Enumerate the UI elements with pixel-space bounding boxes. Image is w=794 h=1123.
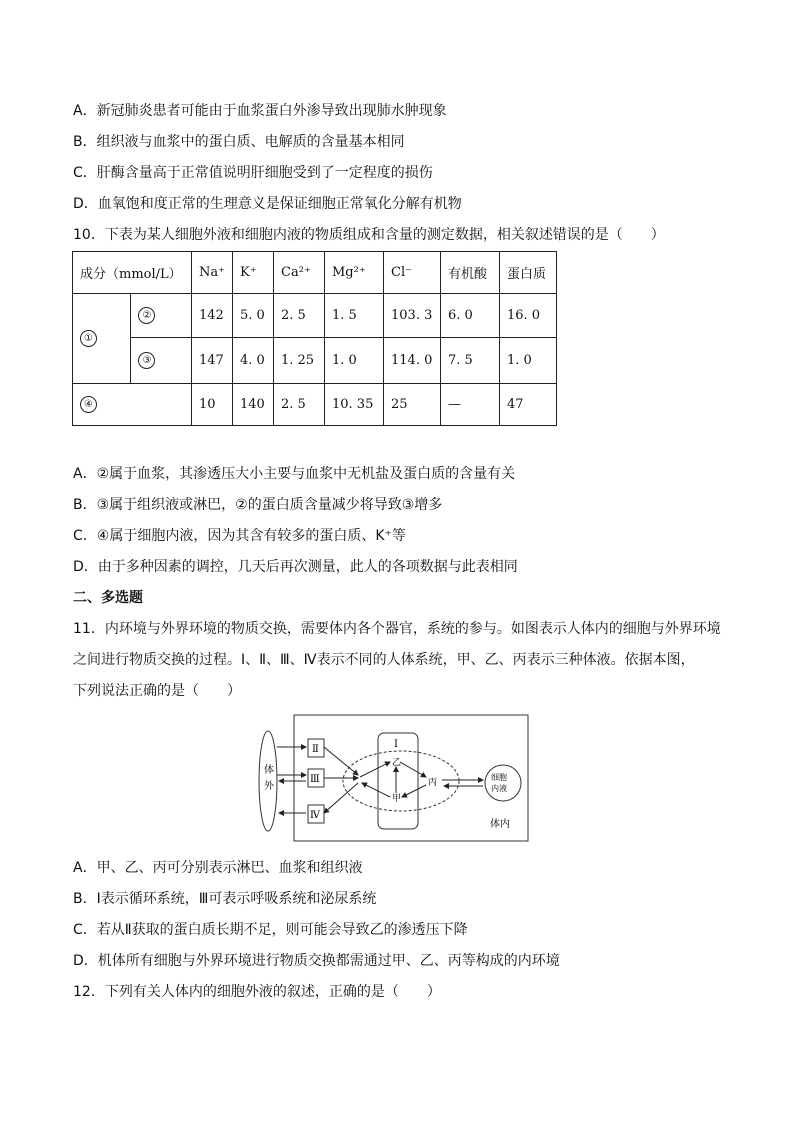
table-cell: 2. 5: [274, 294, 325, 338]
system-label-iv: Ⅳ: [310, 810, 320, 821]
q10-stem: 10．下表为某人细胞外液和细胞内液的物质组成和含量的测定数据，相关叙述错误的是（ ）: [73, 227, 665, 243]
q11-stem-line-2: 之间进行物质交换的过程。Ⅰ、Ⅱ、Ⅲ、Ⅳ表示不同的人体系统，甲、乙、丙表示三种体液。依据本图，: [73, 652, 695, 668]
table-header-label: 成分（mmol/L）: [73, 252, 192, 294]
table-col-header: Na⁺: [192, 252, 233, 294]
table-cell: 114. 0: [384, 338, 441, 384]
q11-option-d: D．机体所有细胞与外界环境进行物质交换都需通过甲、乙、丙等构成的内环境: [73, 953, 560, 969]
table-cell: 47: [500, 384, 557, 426]
row-label: ②: [138, 307, 155, 324]
fluid-yi: 乙: [392, 758, 402, 768]
table-cell: —: [441, 384, 500, 426]
table-cell: 1. 0: [500, 338, 557, 384]
table-cell: 10. 35: [325, 384, 384, 426]
system-box-i: [378, 733, 418, 829]
table-cell: 103. 3: [384, 294, 441, 338]
table-row: [73, 338, 557, 384]
group-label: ①: [80, 330, 97, 347]
body-fluid-diagram: [258, 713, 530, 845]
q11-option-b: B．Ⅰ表示循环系统，Ⅲ可表示呼吸系统和泌尿系统: [73, 891, 377, 907]
table-cell: 1. 25: [274, 338, 325, 384]
table-cell: 147: [192, 338, 233, 384]
table-cell: 6. 0: [441, 294, 500, 338]
row-label: ③: [138, 352, 155, 369]
table-cell: 16. 0: [500, 294, 557, 338]
group-label-cell: [73, 294, 131, 384]
data-table: [72, 251, 557, 426]
table-col-header: Mg²⁺: [325, 252, 384, 294]
row-label-cell: [131, 338, 192, 384]
q11-stem-line-1: 11．内环境与外界环境的物质交换，需要体内各个器官，系统的参与。如图表示人体内的细胞与外界环境: [73, 621, 721, 637]
table-cell: 142: [192, 294, 233, 338]
system-label-i: Ⅰ: [394, 739, 398, 750]
fluid-bing: 丙: [428, 778, 438, 788]
table-row: [73, 294, 557, 338]
outside-label-2: 外: [264, 781, 274, 792]
table-col-header: K⁺: [233, 252, 274, 294]
table-cell: 140: [233, 384, 274, 426]
table-cell: 7. 5: [441, 338, 500, 384]
cell-fluid-label-2: 内液: [491, 784, 507, 793]
row-label: ④: [80, 396, 97, 413]
q12-stem: 12．下列有关人体内的细胞外液的叙述，正确的是（ ）: [73, 984, 441, 1000]
inside-label: 体内: [490, 819, 510, 830]
outside-label-1: 体: [264, 765, 274, 776]
fluid-jia: 甲: [392, 794, 402, 804]
q11-option-a: A．甲、乙、丙可分别表示淋巴、血浆和组织液: [73, 860, 363, 876]
q9-option-a: A．新冠肺炎患者可能由于血浆蛋白外渗导致出现肺水肿现象: [73, 103, 447, 119]
table-row: [73, 384, 557, 426]
cell-fluid-label-1: 细胞: [491, 773, 507, 782]
system-label-iii: Ⅲ: [310, 774, 320, 785]
table-cell: 1. 5: [325, 294, 384, 338]
q9-option-c: C．肝酶含量高于正常值说明肝细胞受到了一定程度的损伤: [73, 165, 433, 181]
table-cell: 5. 0: [233, 294, 274, 338]
q10-option-c: C．④属于细胞内液，因为其含有较多的蛋白质、K⁺等: [73, 528, 406, 544]
q10-option-a: A．②属于血浆，其渗透压大小主要与血浆中无机盐及蛋白质的含量有关: [73, 466, 516, 482]
table-col-header: 有机酸: [441, 252, 500, 294]
system-label-ii: Ⅱ: [312, 744, 319, 755]
q11-stem-line-3: 下列说法正确的是（ ）: [73, 683, 241, 699]
table-cell: 1. 0: [325, 338, 384, 384]
table-cell: 10: [192, 384, 233, 426]
q10-option-d: D．由于多种因素的调控，几天后再次测量，此人的各项数据与此表相同: [73, 559, 518, 575]
row-label-cell: [131, 294, 192, 338]
q10-option-b: B．③属于组织液或淋巴，②的蛋白质含量减少将导致③增多: [73, 497, 443, 513]
table-header-row: [73, 252, 557, 294]
section-title: 二、多选题: [73, 590, 143, 606]
q9-option-d: D．血氧饱和度正常的生理意义是保证细胞正常氧化分解有机物: [73, 196, 462, 212]
cell-fluid-circle: [485, 765, 521, 801]
q9-option-b: B．组织液与血浆中的蛋白质、电解质的含量基本相同: [73, 134, 405, 150]
table-col-header: Ca²⁺: [274, 252, 325, 294]
table-col-header: Cl⁻: [384, 252, 441, 294]
q11-option-c: C．若从Ⅱ获取的蛋白质长期不足，则可能会导致乙的渗透压下降: [73, 922, 468, 938]
table-cell: 2. 5: [274, 384, 325, 426]
row-label-cell: [73, 384, 192, 426]
table-cell: 25: [384, 384, 441, 426]
table-col-header: 蛋白质: [500, 252, 557, 294]
table-cell: 4. 0: [233, 338, 274, 384]
